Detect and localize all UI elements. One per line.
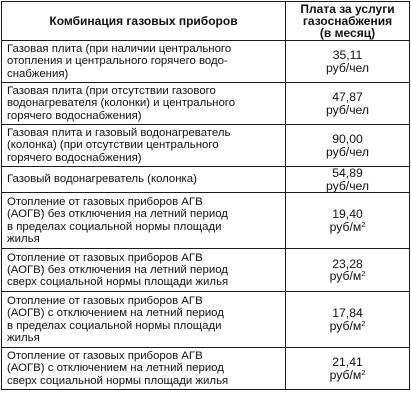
fee-unit-superscript: 2: [361, 367, 366, 377]
table-row: [2, 41, 410, 83]
table-row: [2, 83, 410, 125]
fee-unit-text: руб/м: [329, 318, 362, 333]
appliance-description: [2, 125, 286, 167]
fee-unit-superscript: 2: [361, 269, 366, 278]
fee-amount: 47,87: [332, 90, 363, 104]
appliance-description: [2, 41, 286, 83]
fee-unit-text: руб/чел: [325, 60, 370, 75]
header-appliance-combination: Комбинация газовых приборов: [2, 2, 286, 41]
description-line: горячего водоснабжения): [7, 151, 142, 164]
fee-unit: [286, 62, 409, 75]
appliance-description: [2, 167, 286, 193]
fee-unit-superscript: 2: [361, 219, 366, 229]
fee-unit-text: руб/чел: [325, 178, 370, 193]
description-line: снабжения): [7, 67, 69, 80]
fee-value: [286, 83, 410, 125]
description-line: водонагревателя (колонки) и центрального: [7, 97, 236, 110]
description-line: Отопление от газовых приборов АГВ: [7, 350, 203, 363]
table-row: [2, 292, 410, 348]
fee-unit: [286, 369, 409, 382]
description-line: горячего водоснабжения): [7, 109, 142, 122]
description-line: в пределах социальной нормы площади: [7, 220, 222, 233]
description-line: сверх социальной нормы площади жилья: [7, 276, 229, 289]
description-line: (АОГВ) без отключения на летний период: [7, 208, 228, 221]
fee-unit: [286, 180, 409, 193]
fee-unit: [286, 221, 409, 234]
table-header-row: [2, 2, 410, 41]
fee-value: [286, 41, 410, 83]
description-line: в пределах социальной нормы площади: [7, 319, 222, 332]
fee-amount: 17,84: [332, 306, 363, 320]
fee-unit-text: руб/м: [329, 269, 362, 283]
fee-amount: 21,41: [332, 355, 363, 369]
fee-amount: 54,89: [332, 166, 363, 180]
description-line: сверх социальной нормы площади жилья: [7, 374, 229, 387]
description-line: (АОГВ) с отключением на летний период: [7, 307, 224, 320]
fee-unit-text: руб/чел: [325, 102, 370, 117]
fee-unit: [286, 320, 409, 333]
appliance-description: [2, 348, 286, 390]
fee-amount: 19,40: [332, 207, 363, 221]
fee-unit: [286, 104, 409, 117]
appliance-description: [2, 193, 286, 249]
header-monthly-fee-line: газоснабжения: [302, 14, 393, 28]
fee-amount: 90,00: [332, 132, 363, 146]
appliance-description: [2, 249, 286, 292]
description-line: Газовый водонагреватель (колонка): [7, 173, 197, 186]
description-line: (АОГВ) с отключением на летний период: [7, 362, 224, 375]
table-row: [2, 348, 410, 390]
fee-amount: 35,11: [332, 48, 363, 62]
description-line: жилья: [7, 331, 40, 344]
fee-unit-text: руб/чел: [325, 144, 370, 159]
fee-unit-text: руб/м: [329, 219, 362, 234]
header-monthly-fee-line: (в месяц): [319, 26, 376, 40]
table-row: [2, 167, 410, 193]
description-line: Газовая плита (при наличии центрального: [7, 43, 232, 56]
header-monthly-fee-line: Плата за услуги: [300, 2, 395, 16]
description-line: отопления и центрального горячего водо-: [7, 55, 228, 68]
header-monthly-fee: [286, 2, 410, 41]
table-row: [2, 125, 410, 167]
appliance-description: [2, 292, 286, 348]
description-line: (АОГВ) без отключения на летний период: [7, 263, 228, 276]
fee-value: [286, 193, 410, 249]
gas-tariff-table: [1, 1, 410, 390]
table-row: [2, 249, 410, 292]
description-line: Отопление от газовых приборов АГВ: [7, 251, 203, 264]
description-line: Отопление от газовых приборов АГВ: [7, 195, 203, 208]
fee-value: [286, 249, 410, 292]
fee-value: [286, 167, 410, 193]
table-row: [2, 193, 410, 249]
fee-value: [286, 292, 410, 348]
description-line: Газовая плита и газовый водонагреватель: [7, 127, 231, 140]
fee-value: [286, 125, 410, 167]
fee-unit: [286, 146, 409, 159]
appliance-description: [2, 83, 286, 125]
fee-unit-superscript: 2: [361, 318, 366, 328]
fee-value: [286, 348, 410, 390]
description-line: Газовая плита (при отсутствии газового: [7, 85, 216, 98]
description-line: Отопление от газовых приборов АГВ: [7, 294, 203, 307]
fee-amount: 23,28: [332, 256, 363, 271]
description-line: (колонка) (при отсутствии центрального: [7, 139, 219, 152]
fee-unit: [286, 270, 409, 283]
description-line: жилья: [7, 232, 40, 245]
fee-unit-text: руб/м: [329, 367, 362, 382]
table-body: [2, 41, 410, 390]
